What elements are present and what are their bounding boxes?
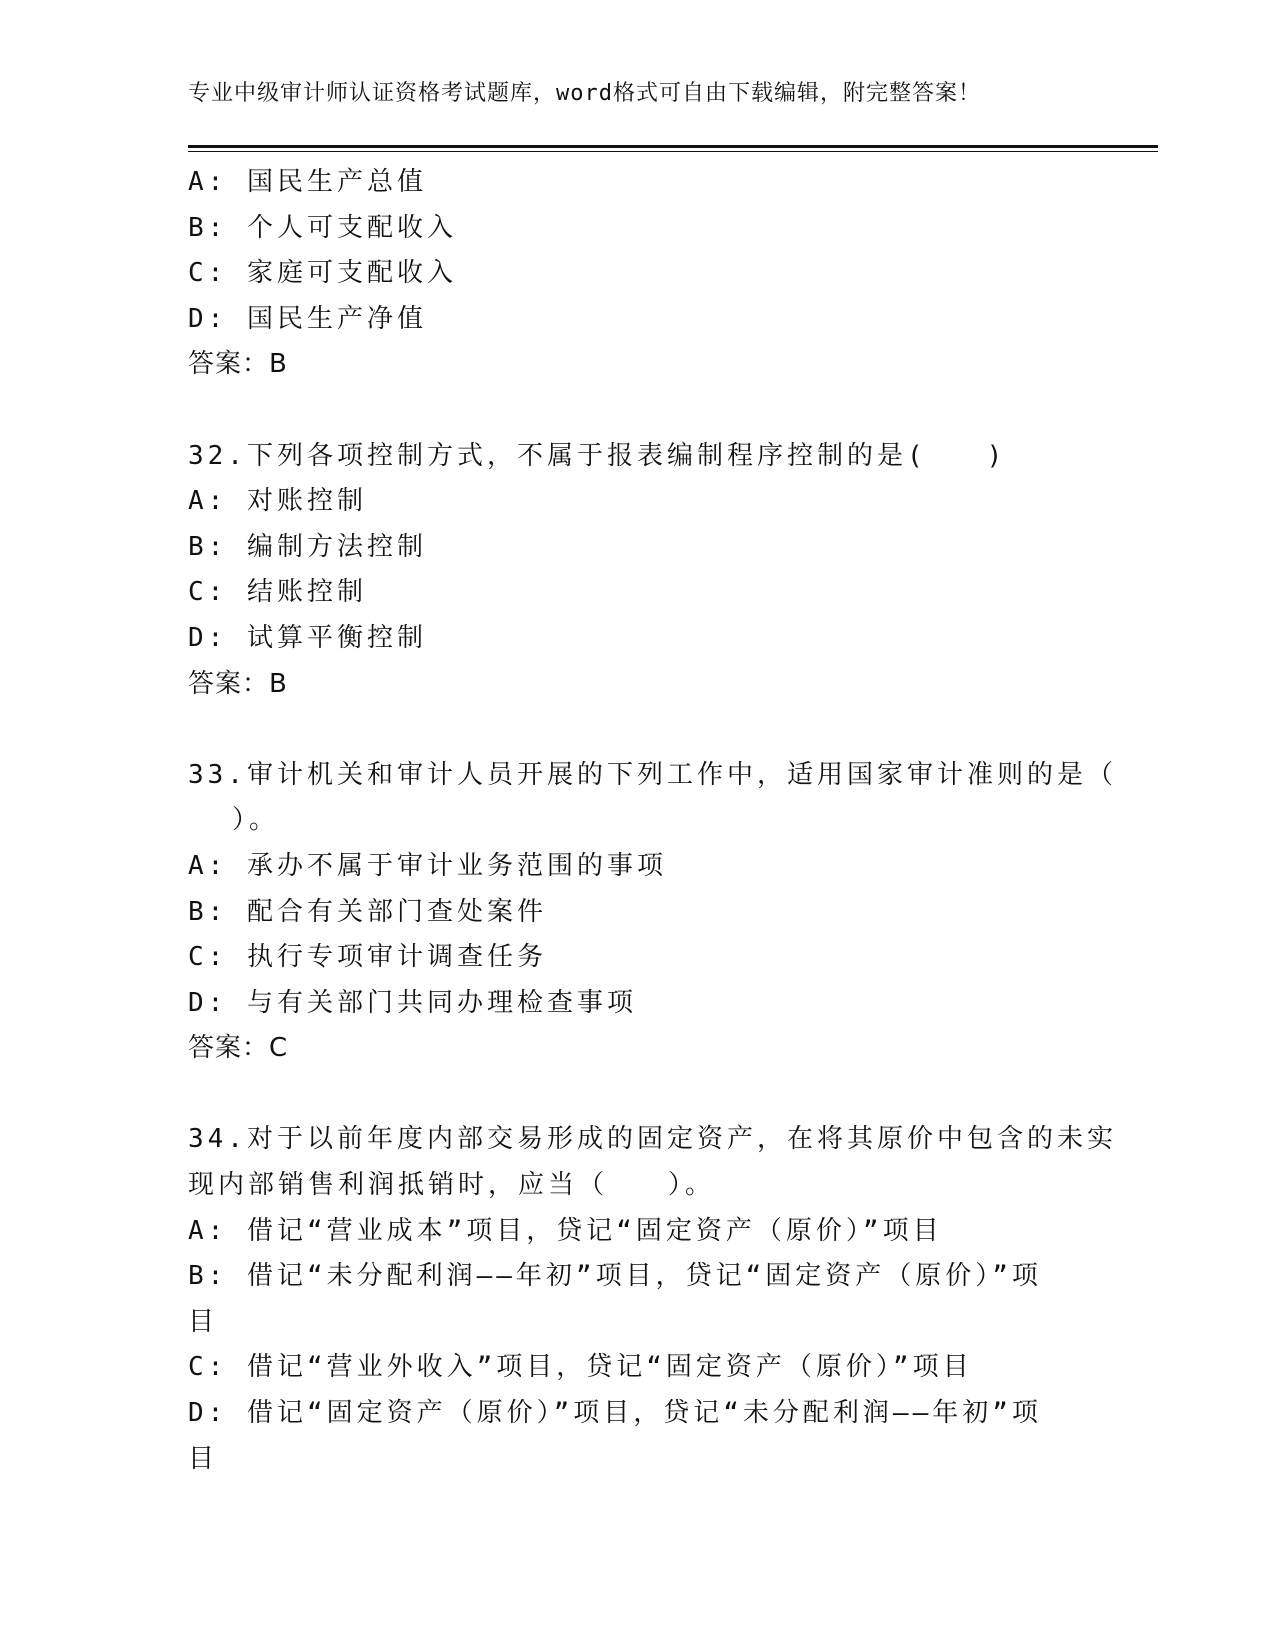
answer-line: 答案：B xyxy=(188,668,288,699)
page-header: 专业中级审计师认证资格考试题库，word格式可自由下载编辑，附完整答案！ xyxy=(188,81,981,106)
question-list xyxy=(188,160,1117,1482)
answer-line: 答案：C xyxy=(188,1033,289,1064)
option-a: A: 国民生产总值 xyxy=(188,167,427,197)
question-stem: 32.下列各项控制方式，不属于报表编制程序控制的是( ) xyxy=(188,440,1007,471)
question-stem-continuation: ）。 xyxy=(232,805,280,836)
option-d: D: 与有关部门共同办理检查事项 xyxy=(188,987,637,1018)
option-c: C: 结账控制 xyxy=(188,577,367,608)
option-d-continuation: 目 xyxy=(188,1443,219,1474)
question-31-block xyxy=(188,160,1088,388)
question-stem-continuation: 现内部销售利润抵销时，应当（ ）。 xyxy=(188,1170,716,1201)
question-34-block xyxy=(188,1117,1117,1482)
option-a: A: 对账控制 xyxy=(188,486,367,517)
option-a: A: 承办不属于审计业务范围的事项 xyxy=(188,850,667,881)
question-gap xyxy=(188,388,1088,434)
header-rule-thick xyxy=(188,145,1158,148)
option-d: D: 借记“固定资产（原价）”项目，贷记“未分配利润——年初”项 xyxy=(188,1398,1042,1429)
answer-line: 答案：B xyxy=(188,349,288,380)
question-33-block xyxy=(188,753,1117,1072)
option-b-continuation: 目 xyxy=(188,1306,219,1337)
option-c: C: 借记“营业外收入”项目，贷记“固定资产（原价）”项目 xyxy=(188,1352,973,1383)
option-a: A: 借记“营业成本”项目，贷记“固定资产（原价）”项目 xyxy=(188,1215,943,1246)
option-c: C: 执行专项审计调查任务 xyxy=(188,942,547,973)
option-c: C: 家庭可支配收入 xyxy=(188,258,457,289)
option-b: B: 个人可支配收入 xyxy=(188,212,457,243)
question-stem: 34.对于以前年度内部交易形成的固定资产，在将其原价中包含的未实 xyxy=(188,1124,1117,1155)
question-32-block xyxy=(188,434,1088,708)
header-rule-thin xyxy=(188,151,1158,152)
question-gap xyxy=(188,1072,1088,1118)
option-b: B: 编制方法控制 xyxy=(188,531,427,562)
option-d: D: 试算平衡控制 xyxy=(188,622,427,653)
option-d: D: 国民生产净值 xyxy=(188,303,427,334)
question-gap xyxy=(188,707,1088,753)
question-stem: 33.审计机关和审计人员开展的下列工作中，适用国家审计准则的是（ xyxy=(188,759,1117,790)
option-b: B: 配合有关部门查处案件 xyxy=(188,896,547,927)
option-b: B: 借记“未分配利润——年初”项目，贷记“固定资产（原价）”项 xyxy=(188,1261,1042,1292)
